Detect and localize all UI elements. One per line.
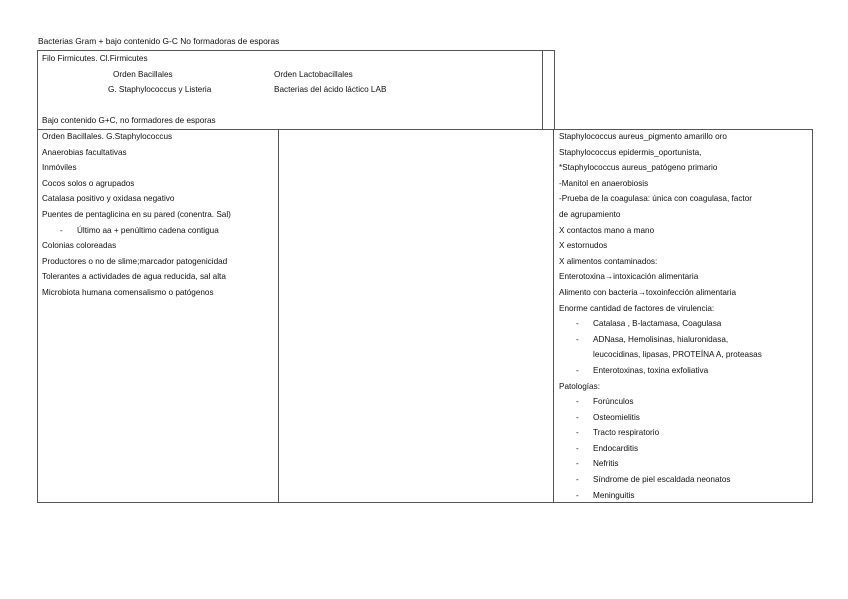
right-column-line — [559, 176, 811, 192]
bullet-dash: - — [576, 428, 579, 438]
left-column-line — [42, 223, 276, 239]
right-column-line — [559, 425, 811, 441]
line-text: Alimento con bacteria→toxoinfección alimentaria — [559, 287, 737, 297]
left-column-line — [42, 269, 276, 285]
line-text: Endocarditis — [593, 443, 639, 453]
right-column-line — [559, 441, 811, 457]
left-column-line — [42, 160, 276, 176]
right-column-line — [559, 316, 811, 332]
bullet-dash: - — [576, 443, 579, 453]
line-text: Tracto respiratorio — [593, 428, 660, 438]
right-column-line — [559, 223, 811, 239]
order-bacillales-label: Orden Bacillales — [113, 70, 173, 79]
line-text: -Prueba de la coagulasa: única con coagulasa, factor — [559, 194, 752, 204]
line-text: X contactos mano a mano — [559, 225, 655, 235]
right-column-line — [559, 285, 811, 301]
main-table-divider-left — [278, 129, 279, 503]
right-column-line — [559, 238, 811, 254]
right-column-line — [559, 207, 811, 223]
lab-label: Bacterias del ácido láctico LAB — [274, 85, 387, 94]
right-column-line — [559, 347, 811, 363]
left-column-line — [42, 254, 276, 270]
line-text: Staphylococcus epidermis_oportunista, — [559, 147, 702, 157]
left-column-line — [42, 285, 276, 301]
header-table-divider-1 — [542, 50, 543, 130]
right-column-line — [559, 488, 811, 504]
right-column-line — [559, 410, 811, 426]
line-text: Síndrome de piel escaldada neonatos — [593, 475, 731, 485]
main-table-divider-right — [553, 129, 554, 503]
left-column-line — [42, 129, 276, 145]
line-text: Enorme cantidad de factores de virulencia: — [559, 303, 715, 313]
left-column — [42, 129, 276, 301]
bullet-dash: - — [576, 412, 579, 422]
line-text: X alimentos contaminados: — [559, 256, 658, 266]
bullet-dash: - — [576, 475, 579, 485]
right-column-line — [559, 456, 811, 472]
bullet-dash: - — [576, 397, 579, 407]
right-column-line — [559, 379, 811, 395]
line-text: Último aa + penúltimo cadena contigua — [77, 225, 219, 235]
left-column-line — [42, 207, 276, 223]
line-text: Catalasa , B-lactamasa, Coagulasa — [593, 319, 722, 329]
line-text: Tolerantes a actividades de agua reducida, sal alta — [42, 272, 226, 282]
right-column-line — [559, 472, 811, 488]
left-column-line — [42, 145, 276, 161]
genus-label: G. Staphylococcus y Listeria — [108, 85, 212, 94]
bullet-dash: - — [60, 225, 63, 235]
line-text: *Staphylococcus aureus_patógeno primario — [559, 163, 718, 173]
line-text: Catalasa positivo y oxidasa negativo — [42, 194, 175, 204]
line-text: Puentes de pentaglicina en su pared (conentra. Sal) — [42, 209, 231, 219]
right-column-line — [559, 363, 811, 379]
right-column — [559, 129, 811, 503]
line-text: Orden Bacillales. G.Staphylococcus — [42, 132, 173, 141]
right-column-line — [559, 129, 811, 145]
line-text: -Manitol en anaerobiosis — [559, 178, 649, 188]
line-text: Microbiota humana comensalismo o patógenos — [42, 287, 214, 297]
bullet-dash: - — [576, 319, 579, 329]
right-column-line — [559, 332, 811, 348]
header-note: Bajo contenido G+C, no formadores de esporas — [42, 116, 216, 125]
line-text: Forúnculos — [593, 397, 634, 407]
line-text: Colonias coloreadas — [42, 241, 117, 251]
order-lactobacillales-label: Orden Lactobacillales — [274, 70, 353, 79]
phylum-label: Filo Firmicutes. Cl.Firmicutes — [42, 54, 148, 63]
right-column-line — [559, 191, 811, 207]
line-text: Patologías: — [559, 381, 600, 391]
line-text: Staphylococcus aureus_pigmento amarillo oro — [559, 132, 727, 141]
left-column-line — [42, 238, 276, 254]
left-column-line — [42, 176, 276, 192]
right-column-line — [559, 394, 811, 410]
bullet-dash: - — [576, 334, 579, 344]
line-text: Enterotoxina→intoxicación alimentaria — [559, 272, 699, 282]
left-column-line — [42, 191, 276, 207]
right-column-line — [559, 254, 811, 270]
line-text: X estornudos — [559, 241, 608, 251]
line-text: de agrupamiento — [559, 209, 621, 219]
line-text: Anaerobias facultativas — [42, 147, 127, 157]
line-text: Nefritis — [593, 459, 619, 469]
line-text: ADNasa, Hemolisinas, hialuronidasa, — [593, 334, 729, 344]
bullet-dash: - — [576, 459, 579, 469]
right-column-line — [559, 269, 811, 285]
line-text: leucocidinas, lipasas, PROTEÍNA A, proteasas — [593, 350, 762, 360]
right-column-line — [559, 160, 811, 176]
right-column-line — [559, 301, 811, 317]
line-text: Meninguitis — [593, 490, 635, 500]
line-text: Osteomielitis — [593, 412, 640, 422]
bullet-dash: - — [576, 490, 579, 500]
line-text: Enterotoxinas, toxina exfoliativa — [593, 365, 709, 375]
line-text: Productores o no de slime;marcador patogenicidad — [42, 256, 228, 266]
bullet-dash: - — [576, 365, 579, 375]
page-title: Bacterias Gram + bajo contenido G-C No formadoras de esporas — [38, 36, 280, 46]
line-text: Cocos solos o agrupados — [42, 178, 135, 188]
line-text: Inmóviles — [42, 163, 77, 173]
right-column-line — [559, 145, 811, 161]
